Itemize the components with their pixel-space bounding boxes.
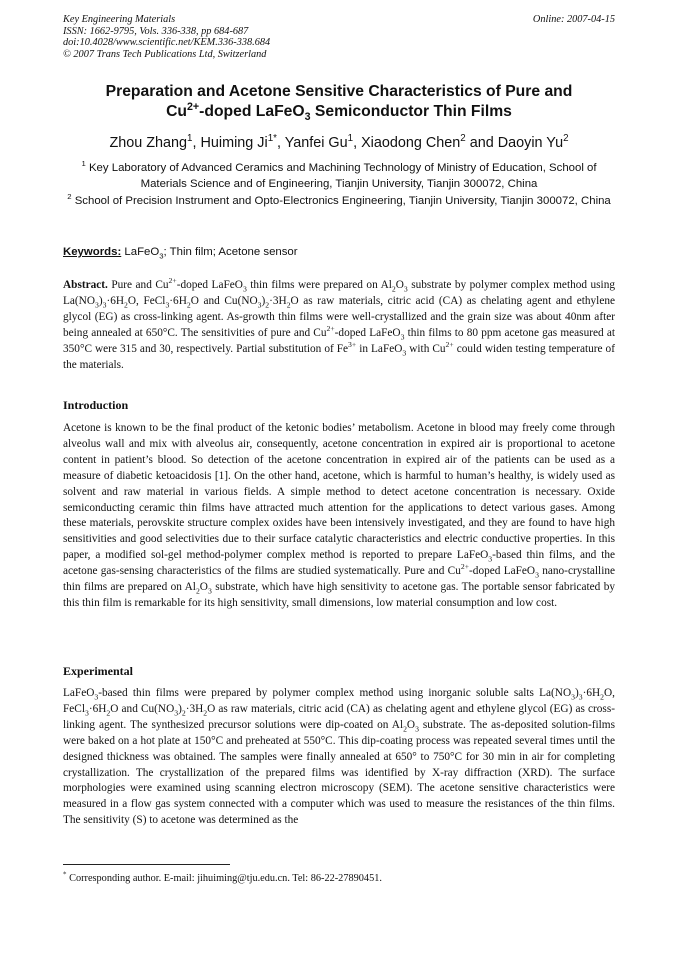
author-sep: and [465, 135, 498, 151]
exp-sub: 2 [181, 708, 186, 718]
author-mark: 2 [460, 133, 466, 145]
abstract-text: thin films were prepared on Al [246, 279, 392, 291]
intro-text: O [199, 581, 208, 594]
journal-issn: ISSN: 1662-9795, Vols. 336-338, pp 684-687 [63, 25, 249, 37]
exp-text: ·6H [582, 687, 601, 699]
author-sep: , [353, 135, 362, 151]
affiliation-2 [63, 194, 615, 210]
section-heading-introduction: Introduction [63, 398, 129, 412]
author-mark: 1 [187, 133, 193, 145]
abstract-label: Abstract. [63, 279, 108, 291]
section-heading-experimental: Experimental [63, 664, 133, 678]
abstract-text: ·6H [169, 294, 187, 307]
exp-text: ) [178, 702, 182, 715]
abstract-text: O and Cu(NO [190, 294, 258, 307]
exp-sub: 3 [84, 708, 89, 718]
exp-text: O [406, 718, 416, 731]
exp-sub: 3 [571, 692, 575, 702]
journal-name: Key Engineering Materials [63, 14, 176, 25]
exp-sub: 3 [174, 708, 179, 718]
author-name: Huiming Ji [200, 135, 268, 151]
journal-header [63, 14, 615, 60]
author-name: Zhou Zhang [109, 135, 188, 151]
abstract-sub: 2 [124, 300, 128, 310]
intro-text: substrate, which have high sensitivity to acetone gas. The portable sensor fabricated by this thin film is remarkable for its high sensitivity, small dimensions, low material consumption and low cost. [63, 581, 615, 609]
author-mark: 2 [563, 133, 569, 145]
abstract-sup: 3+ [348, 339, 357, 349]
title-sub: 3 [304, 110, 311, 123]
abstract-text: -doped LaFeO [176, 279, 243, 291]
affiliation-mark: 2 [67, 192, 72, 202]
exp-sub: 3 [578, 692, 583, 702]
abstract-text: in LaFeO [356, 342, 403, 355]
author-mark: 1 [347, 133, 354, 145]
intro-sub: 3 [488, 554, 493, 564]
author-sep: , [276, 135, 285, 151]
intro-sub: 3 [535, 570, 539, 580]
abstract-sub: 3 [402, 347, 407, 357]
exp-sub: 2 [106, 708, 111, 718]
author-list [63, 134, 615, 152]
exp-sub: 3 [94, 692, 99, 702]
abstract-text: O as raw materials, citric acid (CA) as chelating agent and ethylene glycol (EG) as cross-linking agent. As-growth thin films were well-crystallized and the grain size was about 40nm after being annealed at 650°C. The sensitivities of pure and Cu [63, 294, 616, 339]
footnote-mark: * [63, 870, 67, 879]
exp-text: substrate. The as-deposited solution-films were baked on a hot plate at 150°C and preheated at 550°C. This dip-coating process was repeated several times until the designed thickness was obtained. The samples were finally annealed at 650° to 750°C for 30 min in air for completing crystallization. The crystallization of the prepared films was identified by X-ray diffraction (XRD). The surface morphologies were examined using scanning electron microscopy (SEM). The acetone sensitive characteristics were measured in a flow gas system connected with a computer which was used to measure the resistances of the thin films. The sensitivity (S) to acetone was determined as the [63, 718, 615, 827]
abstract-text: with Cu [406, 342, 446, 355]
abstract-sub: 2 [186, 300, 191, 310]
abstract-sub: 3 [102, 300, 107, 310]
abstract-sub: 3 [400, 331, 405, 341]
abstract-sup: 2+ [168, 276, 177, 286]
affiliation-text: School of Precision Instrument and Opto-Electronics Engineering, Tianjin University, Tianjin 300072, China [74, 195, 611, 207]
abstract-sup: 2+ [326, 323, 335, 333]
abstract-text: -doped LaFeO [334, 326, 401, 339]
intro-text: Acetone is known to be the final product of the ketonic bodies’ metabolism. Acetone in blood may freely come through alveolus wall and mix with alveolus air, consequently, acetone concentration in expired air is proportional to acetone content in patient’s blood. So detection of the acetone concentration in expired air of the patients can be used as a measure of diabetic ketoacidosis [1]. On the other hand, acetone, which is harmful to human’s healthy, is widely used as solvent and raw material in various fields. A simple method to detect acetone concentration is necessary. Oxide semiconducting ceramic thin films have attracted much attention for the applications to detect various gases. Among these materials, perovskite structure complex oxides have been intensively investigated, and they are found to have high sensitivities and good selectivities due to their surface catalytic characteristics and electric conductive properties. In this paper, a modified sol-gel method-polymer complex method is reported to prepare LaFeO [63, 422, 615, 562]
exp-sub: 2 [600, 692, 605, 702]
title-line-1: Preparation and Acetone Sensitive Characteristics of Pure and [105, 83, 573, 100]
exp-sub: 2 [203, 708, 208, 718]
exp-text: ·3H [185, 702, 204, 715]
author-mark: 1* [267, 133, 277, 145]
intro-sub: 2 [195, 586, 200, 596]
abstract-text: ) [261, 294, 266, 307]
footnote-divider [63, 864, 230, 865]
affiliation-1 [63, 161, 615, 192]
intro-sub: 3 [207, 586, 212, 596]
exp-text: O and Cu(NO [110, 702, 175, 715]
abstract-text: ) [98, 294, 103, 307]
exp-sub: 3 [415, 724, 419, 734]
online-date: Online: 2007-04-15 [532, 14, 615, 25]
intro-sup: 2+ [460, 562, 470, 572]
title-rest-b: Semiconductor Thin Films [310, 102, 512, 120]
abstract-sub: 3 [242, 284, 247, 294]
introduction-paragraph [63, 421, 615, 612]
paper-title [63, 82, 615, 121]
abstract-sub: 3 [165, 300, 170, 310]
exp-sub: 2 [403, 724, 407, 734]
title-rest-a: -doped LaFeO [199, 102, 305, 120]
abstract-text: O, FeCl [127, 294, 166, 307]
abstract-text: thin films to 80 ppm acetone gas measured at 350°C were 315 and 30, respectively. Partial substitution of Fe [63, 326, 615, 355]
exp-text: -based thin films were prepared by polymer complex method using inorganic soluble salts La(NO [98, 687, 572, 699]
footnote-text: Corresponding author. E-mail: jihuiming@tju.edu.cn. Tel: 86-22-27890451. [66, 873, 382, 884]
exp-text: ) [574, 687, 579, 699]
author-name: Yanfei Gu [284, 135, 348, 151]
keyword-rest: ; Thin film; Acetone sensor [163, 246, 298, 258]
abstract-text: could widen testing temperature of the materials. [63, 342, 615, 371]
abstract-sub: 3 [257, 300, 262, 310]
intro-text: -doped LaFeO [469, 565, 536, 578]
affiliation-text: Key Laboratory of Advanced Ceramics and Machining Technology of Ministry of Education, School of Materials Science and of Engineering, Tianjin University, Tianjin 300072, China [88, 162, 597, 190]
exp-text: ·6H [88, 702, 107, 715]
abstract-sup: 2+ [445, 339, 454, 349]
abstract-sub: 2 [391, 284, 396, 294]
abstract-text: O [395, 279, 404, 291]
keyword-1-sub: 3 [159, 251, 164, 261]
exp-text: O as raw materials, citric acid (CA) as chelating agent and ethylene glycol (EG) as cross-linking agent. The synthesized precursor solutions were dip-coated on Al [63, 702, 615, 731]
author-name: Daoyin Yu [497, 135, 564, 151]
experimental-paragraph [63, 686, 615, 829]
abstract-paragraph [63, 278, 615, 373]
intro-text: -based thin films, and the acetone gas-sensing characteristics of the films are studied systematically. Pure and Cu [63, 549, 615, 578]
journal-copyright: © 2007 Trans Tech Publications Ltd, Switzerland [63, 48, 267, 60]
intro-text: nano-crystalline thin films are prepared on Al [63, 565, 615, 594]
abstract-sub: 2 [265, 300, 270, 310]
keywords-line [63, 245, 615, 259]
author-name: Xiaodong Chen [361, 135, 461, 151]
affiliation-mark: 1 [81, 159, 86, 169]
keyword-1: LaFeO [124, 246, 160, 258]
title-line-2 [63, 102, 615, 122]
abstract-text: ·3H [269, 294, 287, 307]
exp-text: LaFeO [63, 687, 95, 699]
abstract-sub: 2 [286, 300, 291, 310]
author-sep: , [192, 135, 201, 151]
abstract-sub: 3 [95, 300, 99, 310]
title-charge: 2+ [187, 100, 200, 113]
journal-doi: doi:10.4028/www.scientific.net/KEM.336-338.684 [63, 37, 271, 49]
exp-text: O, FeCl [63, 687, 615, 715]
keywords-label: Keywords: [63, 246, 122, 258]
abstract-text: ·6H [106, 294, 125, 307]
abstract-sub: 3 [403, 284, 408, 294]
footnote [63, 872, 615, 885]
abstract-text: substrate by polymer complex method using La(NO [63, 279, 615, 307]
abstract-text: Pure and Cu [111, 279, 169, 291]
title-cu: Cu [166, 102, 187, 120]
